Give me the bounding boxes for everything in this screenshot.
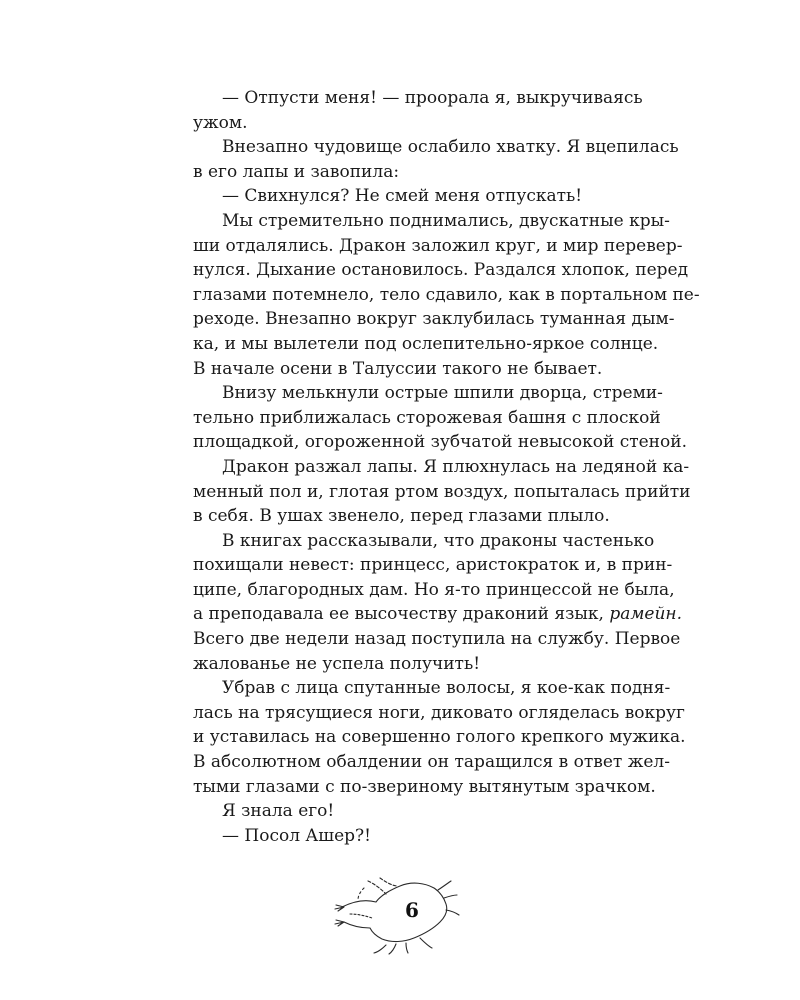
book-page-text [193,86,700,848]
text-line: В книгах рассказывали, что драконы частенько [222,530,655,551]
paragraph-2 [193,135,679,184]
text-line: Убрав с лица спутанные волосы, я кое-как подня- [222,678,671,699]
text-line: — Свихнулся? Не смей меня отпускать! [222,186,583,207]
text-line: Я знала его! [222,801,335,822]
text-line: ка, и мы вылетели под ослепительно-яркое солнце. [193,333,659,354]
text-line: в его лапы и завопила: [193,161,400,182]
page-number-ornament [320,868,480,958]
paragraph-1 [193,86,643,135]
text-line: — Отпусти меня! — проорала я, выкручиваясь [222,88,643,108]
text-fragment: а преподавала ее высочеству драконий язык, [193,604,604,625]
text-line: В начале осени в Талуссии такого не бывает. [193,358,603,379]
text-line: менный пол и, глотая ртом воздух, попыталась прийти [193,481,691,502]
text-line: жалованье не успела получить! [193,653,481,674]
text-line: тыми глазами с по-звериному вытянутым зрачком. [193,776,656,797]
text-line: Дракон разжал лапы. Я плюхнулась на ледяной ка- [222,456,690,477]
text-line: Мы стремительно поднимались, двускатные кры- [222,210,670,231]
text-line: ши отдалялись. Дракон заложил круг, и мир перевер- [193,235,683,256]
paragraph-8 [193,676,686,799]
text-line: глазами потемнело, тело сдавило, как в портальном пе- [193,284,700,305]
text-line: ужом. [193,112,248,133]
text-line: реходе. Внезапно вокруг заклубилась туманная дым- [193,309,675,330]
paragraph-6 [193,455,691,529]
text-line: — Посол Ашер?! [222,825,371,846]
text-line: Всего две недели назад поступила на службу. Первое [193,629,681,650]
paragraph-7 [193,529,683,677]
text-line: лась на трясущиеся ноги, диковато огляделась вокруг [193,702,685,723]
text-line: Внезапно чудовище ослабило хватку. Я вцепилась [222,137,679,158]
text-line: похищали невест: принцесс, аристократок и, в прин- [193,555,673,576]
italic-term: рамейн. [609,604,683,625]
paragraph-10 [193,824,637,849]
paragraph-9 [193,799,637,824]
text-line: нулся. Дыхание остановилось. Раздался хлопок, перед [193,260,689,281]
text-line: в себя. В ушах звенело, перед глазами плыло. [193,506,610,527]
page-number: 6 [405,898,419,922]
text-line: Внизу мелькнули острые шпили дворца, стреми- [222,383,663,404]
text-line-with-italic [193,602,683,627]
text-line: ципе, благородных дам. Но я-то принцессой не была, [193,579,675,600]
text-line: и уставилась на совершенно голого крепкого мужика. [193,727,686,748]
text-line: тельно приближалась сторожевая башня с плоской [193,407,661,428]
text-line: В абсолютном обалдении он таращился в ответ жел- [193,752,670,773]
text-line: площадкой, огороженной зубчатой невысокой стеной. [193,432,687,453]
paragraph-5 [193,381,687,455]
paragraph-3 [193,184,637,209]
paragraph-4 [193,209,700,381]
